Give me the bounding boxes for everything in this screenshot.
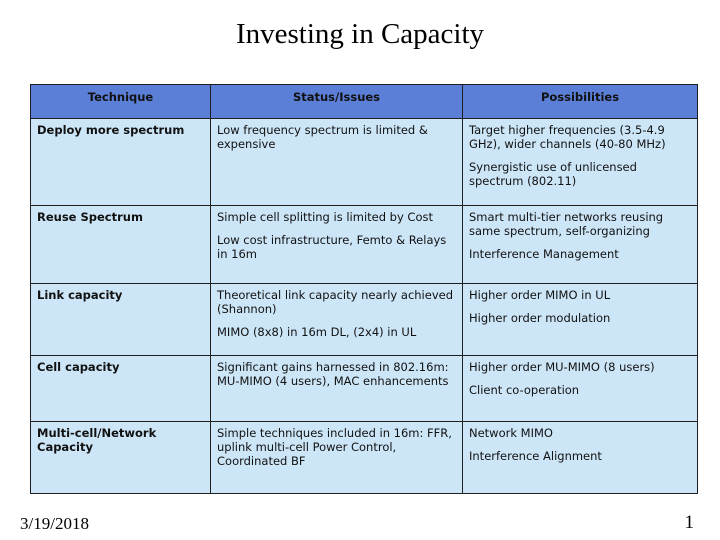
status-item: Theoretical link capacity nearly achieved (Shannon) [217,288,454,316]
possibility-item: Higher order MU-MIMO (8 users) [469,360,655,374]
status-cell [211,422,463,494]
header-technique: Technique [31,85,211,119]
status-cell [211,206,463,284]
status-item: Low frequency spectrum is limited & expensive [217,123,428,151]
header-row [31,85,698,119]
page-number: 1 [684,512,694,533]
technique-cell: Cell capacity [31,356,211,422]
footer-date: 3/19/2018 [20,514,89,533]
possibility-item: Network MIMO [469,426,553,440]
table-row [31,206,698,284]
table-row [31,356,698,422]
technique-cell: Reuse Spectrum [31,206,211,284]
possibility-item: Higher order MIMO in UL [469,288,611,302]
status-item: Significant gains harnessed in 802.16m: MU-MIMO (4 users), MAC enhancements [217,360,449,388]
capacity-table [30,84,698,494]
possibilities-cell [463,422,698,494]
status-item: Simple techniques included in 16m: FFR, uplink multi-cell Power Control, Coordinated BF [217,426,452,468]
status-item: Simple cell splitting is limited by Cost [217,210,434,224]
table-row [31,119,698,206]
technique-cell: Deploy more spectrum [31,119,211,206]
possibilities-cell [463,119,698,206]
technique-cell: Multi-cell/Network Capacity [31,422,211,494]
status-cell [211,356,463,422]
status-cell [211,119,463,206]
possibility-item: Synergistic use of unlicensed spectrum (802.11) [469,160,637,188]
possibilities-cell [463,206,698,284]
status-item: MIMO (8x8) in 16m DL, (2x4) in UL [217,325,417,339]
possibilities-cell [463,356,698,422]
header-status: Status/Issues [211,85,463,119]
slide-title: Investing in Capacity [235,18,485,50]
possibility-item: Interference Alignment [469,449,602,463]
possibility-item: Target higher frequencies (3.5-4.9 GHz), wider channels (40-80 MHz) [469,123,666,151]
possibility-item: Higher order modulation [469,311,611,325]
table-row [31,284,698,356]
technique-cell: Link capacity [31,284,211,356]
status-item: Low cost infrastructure, Femto & Relays in 16m [217,233,447,261]
header-possibilities: Possibilities [463,85,698,119]
possibility-item: Interference Management [469,247,619,261]
possibility-item: Client co-operation [469,383,580,397]
possibility-item: Smart multi-tier networks reusing same spectrum, self-organizing [469,210,664,238]
table-row [31,422,698,494]
status-cell [211,284,463,356]
possibilities-cell [463,284,698,356]
